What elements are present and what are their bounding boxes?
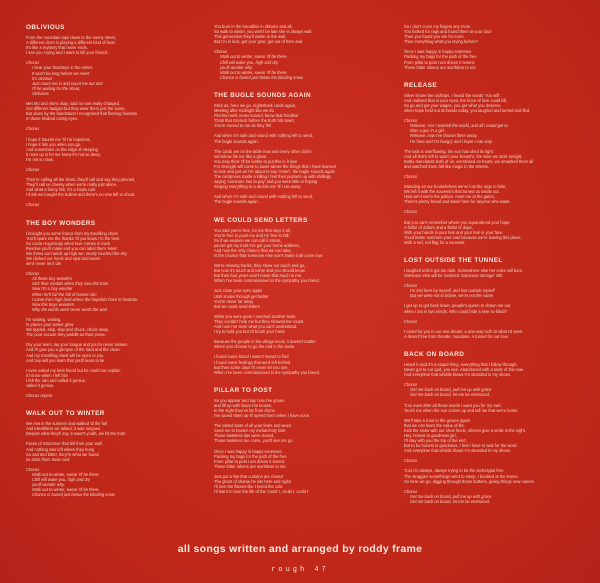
lyric-line: When I've been commissioned in the sympathy you breed. — [214, 278, 320, 284]
lyric-line: I came from high land where the hopefuls have to hesitate. — [32, 296, 139, 302]
lyric-line: But we were not to blame, we're not the same — [410, 293, 493, 299]
lyric-line: You looked for rags and found them at your door — [404, 29, 492, 35]
lyric-line: From pillar to post I am driven it seems — [214, 458, 285, 464]
lyric-line: You said you're free, for me that says it all, — [214, 227, 291, 233]
lyric-line: But I'm in luck, get your gear, get out of here and — [214, 39, 303, 45]
lyric-line: They'll call us cheeky when we're really just alone, — [26, 182, 117, 188]
song-block — [26, 220, 204, 399]
lyric-line: Just count me in and count me out and — [32, 80, 103, 86]
lyric-line: Oblivious — [32, 90, 49, 96]
lyric-line: And now I've seen what you can't understand, — [214, 324, 298, 330]
lyric-line: Then you found you are for more — [404, 34, 464, 40]
lyric-line: You're free to push me and I'm free to fall. — [214, 232, 290, 238]
song-title: LOST OUTSIDE THE TUNNEL — [404, 257, 503, 264]
song-title: WE COULD SEND LETTERS — [214, 216, 308, 224]
lyric-line: Chance is buried just below the blinding snow — [32, 492, 115, 498]
lyric-line: How we'd storm the palace, meet me at the gates, — [404, 194, 495, 200]
lyric-line: Kick the snow with our shoe heels, shivers give a smile in the night. — [404, 427, 526, 433]
lyric-line: I brought you some francs from my travelling chest — [26, 230, 118, 236]
lyric-line: Chill will wake you, high and dry — [32, 477, 91, 482]
lyric-line: So come Hogmanay when love comes in truck — [26, 240, 111, 246]
song-gap — [404, 504, 582, 516]
lyric-line: When I've been commissioned in the sympathy you breed. — [214, 369, 320, 375]
lyric-line: called it genius. — [26, 382, 55, 388]
lyric-line: and fill up with faces I've known. — [214, 402, 273, 408]
chorus-label: Chorus — [404, 283, 418, 289]
lyric-line: The bugle sounds again. — [214, 138, 259, 144]
lyric-line: In those kindred caring eyes. — [26, 116, 79, 122]
lyrics-column-middle — [214, 24, 392, 506]
lyric-line: Faces of Strummer that fell from your wall — [26, 441, 102, 447]
lyric-line: Sick their medals when they saw this train — [32, 281, 108, 287]
lyric-line: So sad and bitter, they're what we found — [26, 451, 99, 457]
lyric-line: When he'll fail the fall of honest rain — [32, 291, 97, 297]
chorus-label: Chorus repeat — [26, 393, 52, 399]
lyrics-column-right — [404, 24, 582, 516]
lyric-line: A different drum is playing a different kind of beat. — [26, 40, 116, 46]
lyric-line: Chance is buried just below the blinding snow. — [220, 74, 304, 80]
lyric-line: With a red, red flag for a souvenir. — [404, 239, 466, 245]
catalog-number: rough 47 — [271, 566, 329, 574]
lyric-line: And boy will you learn that you'll learn to lie — [26, 357, 105, 363]
song-title: RELEASE — [404, 81, 437, 89]
chorus-label: Chorus — [404, 382, 418, 388]
song-block — [214, 387, 392, 495]
lyric-line: Walk out to winter, swear I'll be there. — [32, 471, 100, 477]
lyric-line: where you choose to go the end is the same. — [214, 344, 296, 350]
chorus-label: Chorus — [26, 166, 40, 172]
lyric-line: The lock is overflowing, the sun has shed its light — [404, 148, 493, 154]
lyric-line: Chill will wake you, high and dry — [220, 59, 279, 65]
lyric-line: And breathless we talked, it was tongues. — [26, 426, 102, 432]
lyric-line: I'm not so slow. — [26, 156, 54, 162]
song-block — [214, 92, 392, 205]
lyric-line: so drink them down and — [26, 456, 70, 462]
chorus-label: Chorus — [404, 488, 418, 494]
lyric-line: But then some days I'll never let you see, — [214, 364, 289, 370]
lyric-line: These bitter tokens are worthless to me — [404, 64, 476, 70]
lyric-line: Just close your eyes again — [214, 288, 263, 294]
lyric-line: I laughed until it got too dark. Somewhere else her voice will burn. — [404, 268, 524, 273]
lyric-line: The poor excuse they peddle as their prose. — [26, 332, 106, 338]
lyric-line: And everytime that whistle blows I'm stranded in my shoes. — [404, 448, 512, 454]
song-title: BACK ON BOARD — [404, 350, 465, 358]
lyric-line: I'll love the flames like I loved the cold — [214, 484, 283, 490]
lyric-line: Once I was happy in happy extremes — [404, 49, 472, 55]
lyric-line: This generation they'll waste to the wall, — [214, 34, 287, 40]
lyric-line: We clicked our heels and spat and swore — [26, 256, 101, 261]
lyric-line: You're moved to me as they fell — [214, 123, 271, 129]
lyric-line: You're never far away — [214, 298, 254, 304]
lyric-line: There's plenty bread and water here for anyone who waits. — [404, 199, 511, 205]
lyric-line: With your hands in your hair and your hair in your face, — [404, 229, 504, 235]
lyric-line: Walk out to winter, swear I'll be there. — [220, 54, 288, 60]
lyric-line: Standing on our bookshelves we've lost the urge to hide, — [404, 184, 507, 190]
lyric-line: So go and get your wages, you get what you deserve, — [404, 102, 502, 108]
lyric-line: Heard it said it's a stupid thing, everything that I follow through. — [404, 361, 518, 367]
lyric-line: And what a funny fish, it's a kinda cute — [26, 187, 96, 193]
song-gap — [214, 80, 392, 92]
lyric-line: The bugle sounds again. — [214, 199, 259, 205]
chorus-label: Chorus — [404, 458, 418, 464]
lyric-line: The straggler somethings went to sleep, I buckled at the knees. — [404, 473, 519, 479]
lyric-line: We met in the summer and walked 'til the fall — [26, 421, 108, 427]
lyric-line: And everytime that whistle blows I'm stranded in my shoes. — [404, 372, 512, 378]
lyrics-column-left — [26, 24, 204, 509]
lyric-line: Was a gun in a girl. — [410, 128, 445, 134]
lyric-line: Until smiles through get better — [214, 293, 269, 299]
lyric-line: you've got my trust I've got your home address, — [214, 242, 300, 248]
lyric-line: These bitter tokens are worthless to me — [214, 463, 286, 469]
lyric-line: when hope held out its hands today, you laughed and turned and fled. — [404, 108, 531, 114]
lyric-line: We'll take a train to the graves again — [404, 417, 471, 423]
lyric-line: We tippled, slap, slap and chuck, chuck away — [26, 327, 109, 333]
lyric-line: From the mountain tops down to the sunny street, — [26, 35, 117, 40]
lyric-line: But now it's touch and come and you should know. — [214, 268, 306, 274]
lyric-line: I'm here and I'm hungry and I hope I can stay. — [410, 138, 493, 144]
lyric-line: Resolve you'll make and you can label them 'Here' — [26, 245, 118, 251]
lyric-line: Packing my bags for the path of the free — [404, 54, 477, 60]
lyric-line: Because the people in the village know, it doesn't matter — [214, 339, 316, 345]
lyric-line: From pillar to post I am driven it seems — [404, 59, 475, 65]
lyric-line: when I am in two minds. Who could hide a love so blind? — [404, 308, 507, 314]
song-gap — [26, 497, 204, 509]
lyric-line: So walk to winter, you won't be late she is always wait — [214, 29, 312, 35]
song-gap — [26, 398, 204, 410]
lyric-line: All those boy wonders — [32, 276, 73, 282]
lyric-line: 'Cos even after all those words I want you for my own — [404, 402, 501, 408]
lyric-line: But down by the bandstand I recognised that flaming fountain — [26, 111, 138, 117]
lyric-line: I think we bought the bullets and there's no-one left to shoot. — [26, 192, 136, 198]
lyric-line: We threw our hands up high we, nearly touched the sky — [26, 250, 127, 256]
lyric-line: Packing my bags for the path of the free — [214, 453, 287, 459]
lyric-line: Got different badges but they wear them just the same. — [26, 106, 126, 112]
lyric-line: So I don't cross my fingers any more — [404, 24, 471, 29]
lyric-line: In places your power glow — [26, 322, 74, 328]
lyric-line: I hear your footsteps in the street, — [32, 65, 93, 71]
lyric-line: And nothing was left where they hung — [26, 446, 95, 452]
lyric-line: Never got to our god, you see. Abandoned with a taste of the new. — [404, 367, 524, 373]
song-gap — [214, 494, 392, 506]
song-title: WALK OUT TO WINTER — [26, 410, 105, 418]
lyric-line: Those tasteless me come, you'll see me go. — [214, 438, 294, 444]
song-block — [404, 24, 582, 70]
chorus-label: Chorus — [26, 126, 40, 132]
song-block — [214, 24, 392, 80]
chorus-label: Chorus — [26, 202, 40, 208]
lyric-line: you'll wonder why. — [32, 482, 66, 488]
lyric-line: I've saved them up I'll spend them when I have none. — [214, 413, 311, 419]
lyric-line: So here we go, digging through those buttons, giving things new names. — [404, 478, 535, 484]
chorus-label: Chorus — [404, 318, 418, 324]
lyric-line: And realised that in your eyes, the force of love could kill. — [404, 97, 508, 103]
song-title: PILLAR TO POST — [214, 386, 273, 394]
lyric-line: But you can't remember where you squandered your hope — [404, 219, 510, 225]
lyric-line: It won't be long before we meet. — [32, 70, 90, 76]
lyric-line: Now this boys wonders — [32, 301, 75, 307]
lyric-line: Stick as, here we go, nightshack cards again, — [214, 102, 297, 108]
lyric-line: Now I'm a boy wonder — [32, 286, 73, 292]
lyric-line: They couldn't help me but they showed me round. — [214, 318, 305, 324]
lyric-line: Get me back on board, let me be embraced. — [410, 392, 491, 398]
lyric-line: I cared for you in our one dream, a one-way rush to what I'd seen. — [404, 328, 524, 334]
lyric-line: The cards are on the table now and every other cliche — [214, 148, 312, 154]
lyric-line: For strength will come to lower above the things that I have learned — [214, 163, 336, 169]
lyric-line: And now the only chance that we can take, — [214, 247, 292, 253]
lyric-line: Touch me when the sun comes up and tell me that we're home. — [404, 407, 519, 413]
lyric-line: I get up to get back down, people's queen to drown me out — [404, 303, 511, 309]
lyric-line: The tasted taste of all your fears and woes — [214, 423, 292, 429]
lyric-line: I'll learn to love the life of the 'could I, could I, could I' — [214, 489, 310, 495]
lyric-line: A fistful of dollars and a fistful of dope, — [404, 224, 473, 230]
lyric-line: I found some blood I wasn't meant to find — [214, 354, 289, 360]
lyric-line: Silver shone the rooftops, I heard the words 'You will', — [404, 92, 501, 98]
song-gap — [404, 70, 582, 82]
chorus-label: Chorus — [404, 209, 418, 215]
lyric-line: And my travelling chest will be open to you — [26, 352, 104, 358]
song-block — [26, 24, 204, 208]
lyric-line: And all that's left to warm your breast's, the wine we stole tonight. — [404, 153, 523, 159]
lyric-line: I'll stay with you the top of the end. — [404, 438, 467, 444]
lyric-line: I see you crying and I want to kill your friends. — [26, 50, 109, 56]
lyric-line: I hope it hits you when you go, — [26, 141, 82, 147]
lyric-line: 'Cos I'm always, always trying to be the archetypal free. — [404, 468, 505, 474]
lyric-line: Bottle merchants both of us, overdosed on Keats, we smashed them all — [404, 158, 534, 164]
lyric-line: I try to hold you but I'll brush your hand. — [214, 329, 286, 335]
chorus-label: Chorus — [404, 118, 418, 124]
lyric-line: And sometimes on the edge of sleeping — [26, 146, 98, 152]
lyric-line: Release, 'cos I wanted the world, and all I could get to — [410, 123, 508, 129]
lyric-line: But then four years won't mean that much to me, — [214, 273, 303, 279]
lyric-line: I'm lost here by myself, and lost outside myself — [410, 288, 495, 294]
song-gap — [214, 375, 392, 387]
chorus-label: Chorus — [404, 173, 418, 179]
lyric-line: But to be honest to goodness, I feel I have to wait for the word. — [404, 443, 518, 449]
lyric-line: So if we weaken we can call it stress, — [214, 237, 282, 243]
lyric-line: we'd never let it die — [26, 261, 61, 267]
lyric-line: I felt the rain and called it genius, — [26, 377, 86, 383]
song-block — [404, 257, 582, 339]
lyric-line: The campness made a killing I feel their pockets up with shillings — [214, 174, 332, 180]
lyric-line: Is the chance that someone else won't make it all come true. — [214, 253, 324, 258]
lyric-line: Dry your tears, lay your tongue and you're never sixteen — [26, 342, 128, 348]
lyric-line: Send me to hasten my melancholy lose — [214, 428, 286, 434]
lyric-line: Just put a line that curtains are closed — [214, 473, 283, 479]
lyric-line: It rises up to let me know it's not so deep, — [26, 151, 101, 157]
lyric-line: Then everything what you crying before? — [404, 39, 478, 45]
lyric-line: Get me back on board, let me be embraced. — [410, 498, 491, 504]
lyric-line: In the sight they've far from drone — [214, 407, 275, 413]
lyric-line: They're calling all the shots, they'll call and say they phoned, — [26, 177, 136, 183]
lyric-line: It hit me when I left him — [26, 372, 69, 378]
lyric-line: Walk out to winter, swear I'll be there. — [32, 487, 100, 493]
lyric-line: Met Mo and she's okay, said no-one really changed, — [26, 101, 121, 107]
song-block — [404, 351, 582, 504]
lyric-line: 'Grab that Gretsch before the truth hits town', — [214, 118, 296, 124]
chorus-label: Chorus — [26, 271, 40, 277]
lyric-line: Get me back on board, pull me up with grace — [410, 387, 492, 393]
lyric-line: The ghost of shame he sits here and sighs — [214, 479, 292, 484]
lyric-line: I hope it haunts me 'til I'm hopeless, — [26, 136, 91, 142]
lyric-line: You'll spare me the thanks 'til you know I'm the best — [26, 235, 120, 241]
chorus-label: Chorus — [214, 49, 228, 55]
lyric-line: I'm waiting, waiting, — [26, 316, 62, 322]
song-block — [26, 410, 204, 497]
song-gap — [404, 339, 582, 351]
lyric-line: And when I'm safe and sound with nothing left to send, — [214, 194, 314, 200]
lyric-line: saying 'someone has to pay' and you were little in hoping — [214, 179, 318, 185]
song-gap — [404, 245, 582, 257]
lyric-line: We're missing tracks, they show our touch and go, — [214, 263, 306, 269]
lyric-line: Despite what they'll say, it wasn't youth, we hit the truth — [26, 431, 126, 437]
lyric-line: While you were gone I reached another town, — [214, 313, 297, 319]
lyric-line: You may think I'll be loathe to put this in it love — [214, 158, 298, 164]
lyric-line: you'll wonder why. — [220, 64, 254, 70]
song-title: THE BOY WONDERS — [26, 219, 96, 227]
lyric-line: Fleshed well, never scared, know that frontline — [214, 113, 299, 119]
song-title: THE BUGLE SOUNDS AGAIN — [214, 91, 311, 99]
song-block — [404, 82, 582, 245]
chorus-label: Chorus — [26, 466, 40, 472]
lyric-line: somehow fits me like a glove. — [214, 153, 268, 159]
lyric-line: I found some feelings that we'd left behind — [214, 359, 291, 365]
lyric-line: Get me back on board, pull me up with grace — [410, 493, 492, 499]
lyric-line: A desert free from threats, mundane. A tunnel for our love. — [404, 333, 510, 339]
lyric-line: Once I was happy in happy excesses — [214, 448, 282, 454]
lyric-line: Release, now I've thrown them away, — [410, 133, 478, 139]
lyric-line: It's like a mystery that never ends, — [26, 45, 88, 51]
song-gap — [214, 205, 392, 217]
song-title: OBLIVIOUS — [26, 24, 65, 31]
lyric-line: I'll be waiting for the shout, — [32, 85, 81, 91]
lyric-line: that we can learn the value of life. — [404, 422, 465, 428]
lyric-line: It's obvious — [32, 75, 53, 81]
lyric-line: I even asked my best friend but he could not explain — [26, 367, 121, 373]
songwriting-credit: all songs written and arranged by roddy frame — [177, 543, 423, 555]
lyric-line: You'd better summon your soul because we're leaving this place, — [404, 234, 522, 240]
lyric-line: and watched them fall like magic in the streets. — [404, 163, 489, 169]
song-gap — [26, 208, 204, 220]
lyric-line: Hey, honest to goodness girl, — [404, 432, 457, 438]
lyric-line: Those tasteless tips were closed, — [214, 433, 275, 439]
lyric-line: And when I'm safe and sound with nothing left to send, — [214, 133, 314, 139]
lyric-line: Someone else will be involved. Someone stronger still. — [404, 273, 503, 279]
lyric-line: to love and just as I'm about to say 'Amen', the bugle sounds again — [214, 168, 335, 174]
lyric-line: And I'll give you a glimpse of the hard and the clean — [26, 347, 120, 353]
lyric-line: Walk out to winter, swear I'll be there. — [220, 69, 288, 75]
chorus-label: Chorus — [26, 60, 40, 66]
lyric-line: Meeting after midnight like we do — [214, 108, 274, 114]
lyric-line: Why the words were never worth the wait — [32, 306, 107, 312]
lyric-line: But we could send letters — [214, 303, 260, 309]
lyric-line: So you appear and say how I've grown — [214, 397, 285, 403]
song-block — [214, 217, 392, 375]
lyric-line: Singing everything to a decide me 'til I ran away. — [214, 184, 302, 190]
lyric-line: We left it with the souvenirs that turned us inside out. — [404, 189, 500, 195]
lyric-line: You burn in the breadline in ribbons and all, — [214, 24, 293, 29]
